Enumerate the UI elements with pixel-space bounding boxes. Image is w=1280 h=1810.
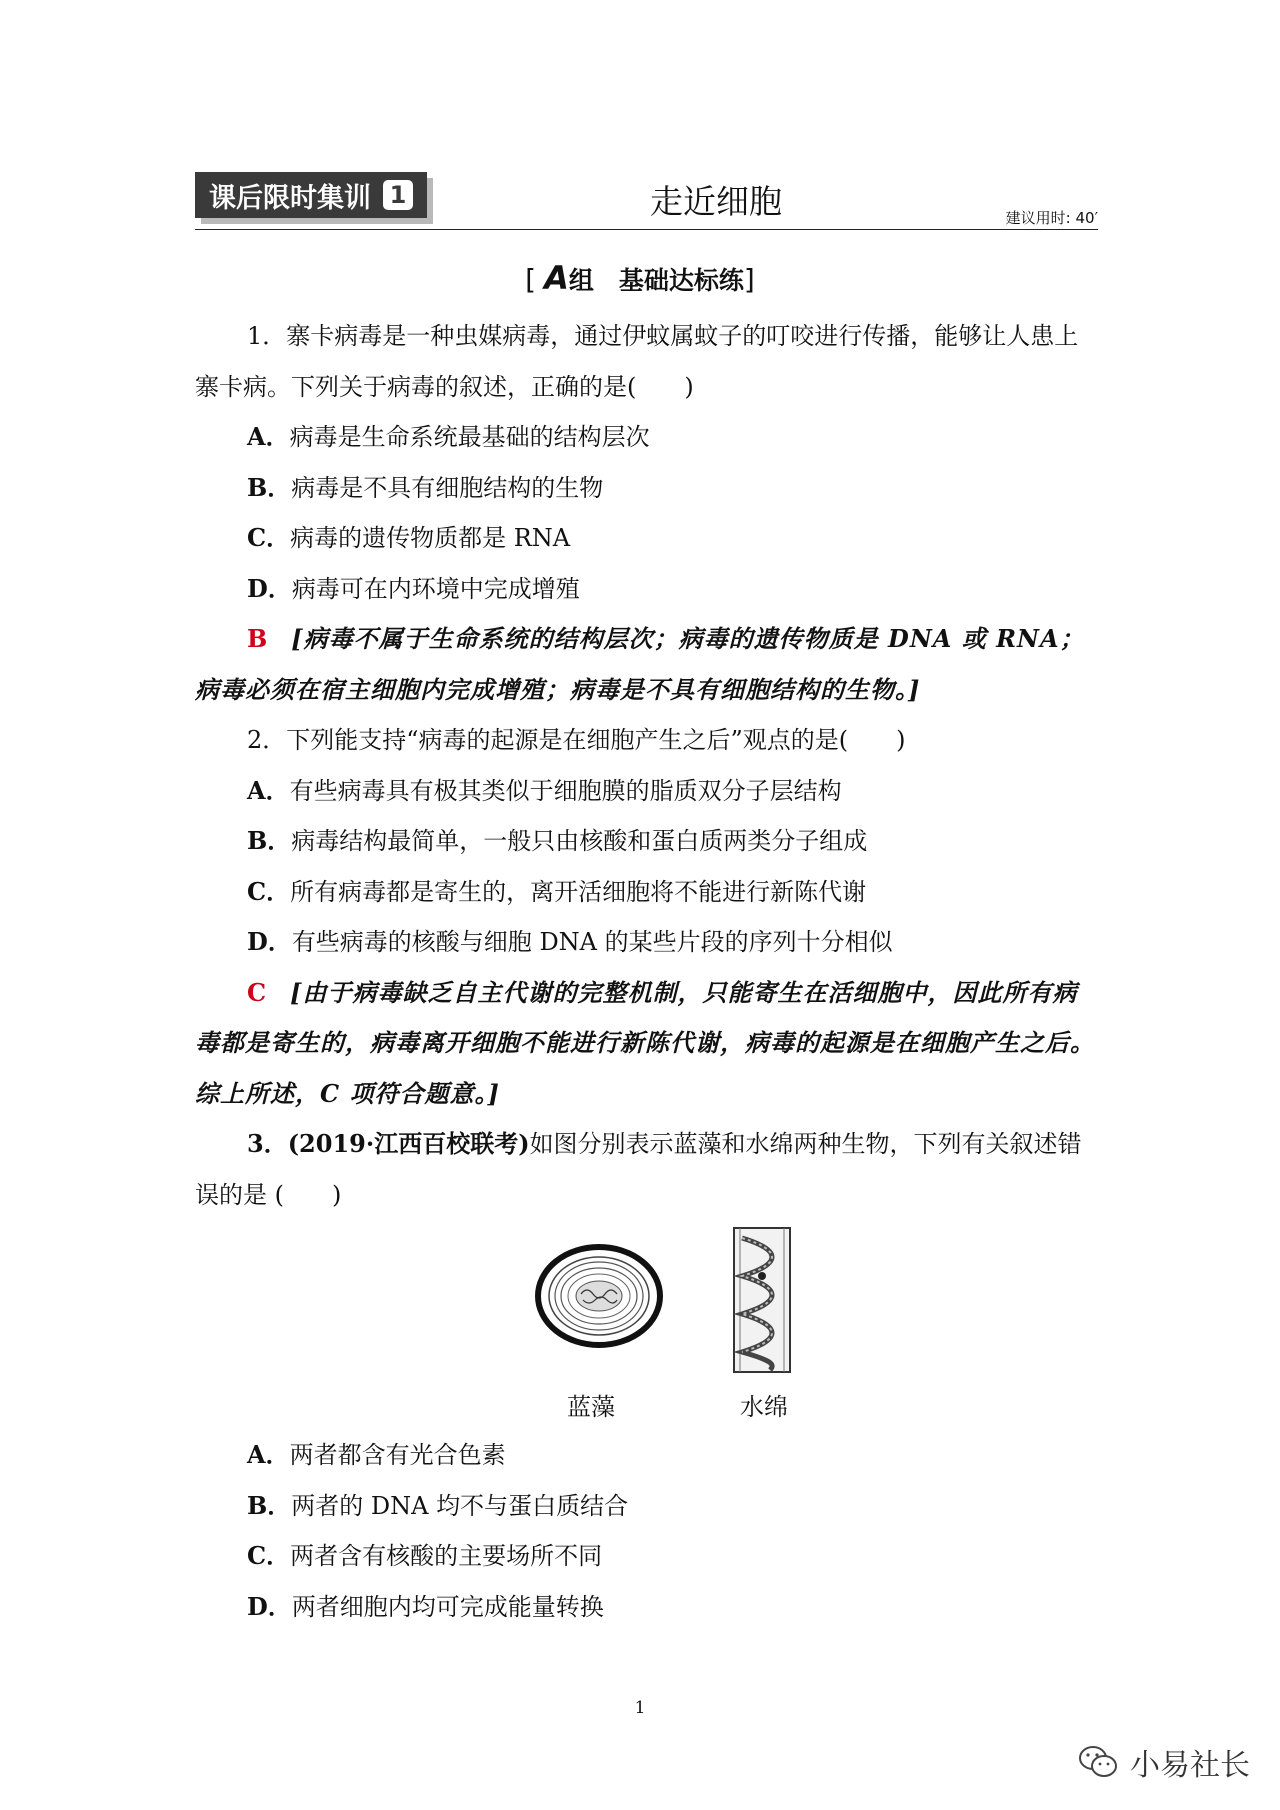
q3-source: 3．(2019·江西百校联考) [247, 1129, 530, 1158]
option-text: 病毒结构最简单，一般只由核酸和蛋白质两类分子组成 [291, 827, 868, 855]
bracket-right: ] [743, 263, 755, 296]
option-text: 病毒是生命系统最基础的结构层次 [289, 423, 650, 451]
organism-figure [195, 1224, 1098, 1430]
q2-option-d [195, 917, 1098, 968]
option-text: 病毒的遗传物质都是 RNA [290, 524, 571, 552]
option-label: A． [247, 775, 290, 805]
option-text: 有些病毒具有极其类似于细胞膜的脂质双分子层结构 [289, 776, 842, 805]
option-text: 两者都含有光合色素 [289, 1441, 506, 1469]
option-text: 两者细胞内均可完成能量转换 [291, 1592, 604, 1621]
option-label: C． [247, 876, 291, 906]
answer-explanation: [病毒不属于生命系统的结构层次；病毒的遗传物质是 DNA 或 RNA；病毒必须在宿主细胞内完成增殖；病毒是不具有细胞结构的生物。] [195, 624, 1085, 704]
section-badge [195, 172, 435, 224]
option-label: A． [247, 1440, 290, 1469]
blue-algae-illustration [535, 1244, 663, 1348]
wechat-icon [1078, 1744, 1118, 1780]
q3-option-b [195, 1481, 1098, 1532]
option-label: D． [247, 1591, 292, 1621]
option-text: 病毒可在内环境中完成增殖 [291, 574, 580, 603]
header-divider [195, 229, 1098, 230]
figure-label-blue-algae: 蓝藻 [567, 1393, 615, 1421]
watermark-text: 小易社长 [1130, 1748, 1250, 1783]
option-text: 所有病毒都是寄生的，离开活细胞将不能进行新陈代谢 [290, 877, 867, 906]
q3-stem-text: 如图分别表示蓝藻和水绵两种生物，下列有关叙述错误的是 ( ) [195, 1130, 1082, 1209]
q2-option-c [195, 867, 1098, 918]
option-text: 两者的 DNA 均不与蛋白质结合 [291, 1491, 629, 1520]
option-text: 两者含有核酸的主要场所不同 [290, 1542, 603, 1570]
badge-main [195, 172, 427, 218]
option-label: D． [247, 573, 292, 603]
answer-explanation: [由于病毒缺乏自主代谢的完整机制，只能寄生在活细胞中，因此所有病毒都是寄生的，病毒离开细胞不能进行新陈代谢，病毒的起源是在细胞产生之后。综上所述，C 项符合题意。] [195, 977, 1095, 1108]
group-letter: A [544, 259, 569, 297]
badge-number: 1 [383, 180, 413, 210]
option-label: B． [247, 472, 292, 502]
group-label: 组 基础达标练 [568, 266, 744, 295]
option-label: C． [247, 1541, 291, 1570]
option-text: 病毒是不具有细胞结构的生物 [291, 473, 604, 502]
option-label: D． [247, 927, 292, 956]
q1-option-d [195, 564, 1098, 615]
q3-stem [195, 1119, 1098, 1220]
option-label: C． [247, 523, 291, 552]
option-label: A． [247, 422, 290, 451]
q1-option-a [195, 412, 1098, 463]
q1-option-c [195, 513, 1098, 564]
q2-answer [195, 968, 1098, 1120]
option-label: B． [247, 826, 292, 855]
q1-answer [195, 614, 1098, 715]
answer-letter: B [247, 624, 268, 653]
q3-option-c [195, 1531, 1098, 1582]
page-title: 走近细胞 [650, 182, 782, 221]
answer-letter: C [247, 977, 267, 1007]
q2-option-b [195, 816, 1098, 867]
figure-label-spirogyra: 水绵 [740, 1393, 788, 1421]
wechat-watermark [1078, 1740, 1250, 1784]
suggested-time: 建议用时: 40′ [1005, 209, 1098, 227]
option-text: 有些病毒的核酸与细胞 DNA 的某些片段的序列十分相似 [291, 928, 893, 956]
badge-text: 课后限时集训 [209, 182, 371, 214]
q2-option-a [195, 766, 1098, 817]
page-number: 1 [634, 1698, 646, 1718]
question-content [195, 311, 1098, 1632]
q3-option-a [195, 1430, 1098, 1481]
q3-option-d [195, 1582, 1098, 1633]
bracket-left: [ [525, 263, 537, 296]
group-heading [0, 259, 1280, 297]
q1-stem: 1．寨卡病毒是一种虫媒病毒，通过伊蚊属蚊子的叮咬进行传播，能够让人患上寨卡病。下列关于病毒的叙述，正确的是( ) [195, 322, 1079, 401]
spirogyra-illustration [730, 1224, 794, 1376]
q1-option-b [195, 463, 1098, 514]
q2-stem: 2．下列能支持“病毒的起源是在细胞产生之后”观点的是( ) [247, 726, 906, 754]
option-label: B． [247, 1490, 292, 1520]
